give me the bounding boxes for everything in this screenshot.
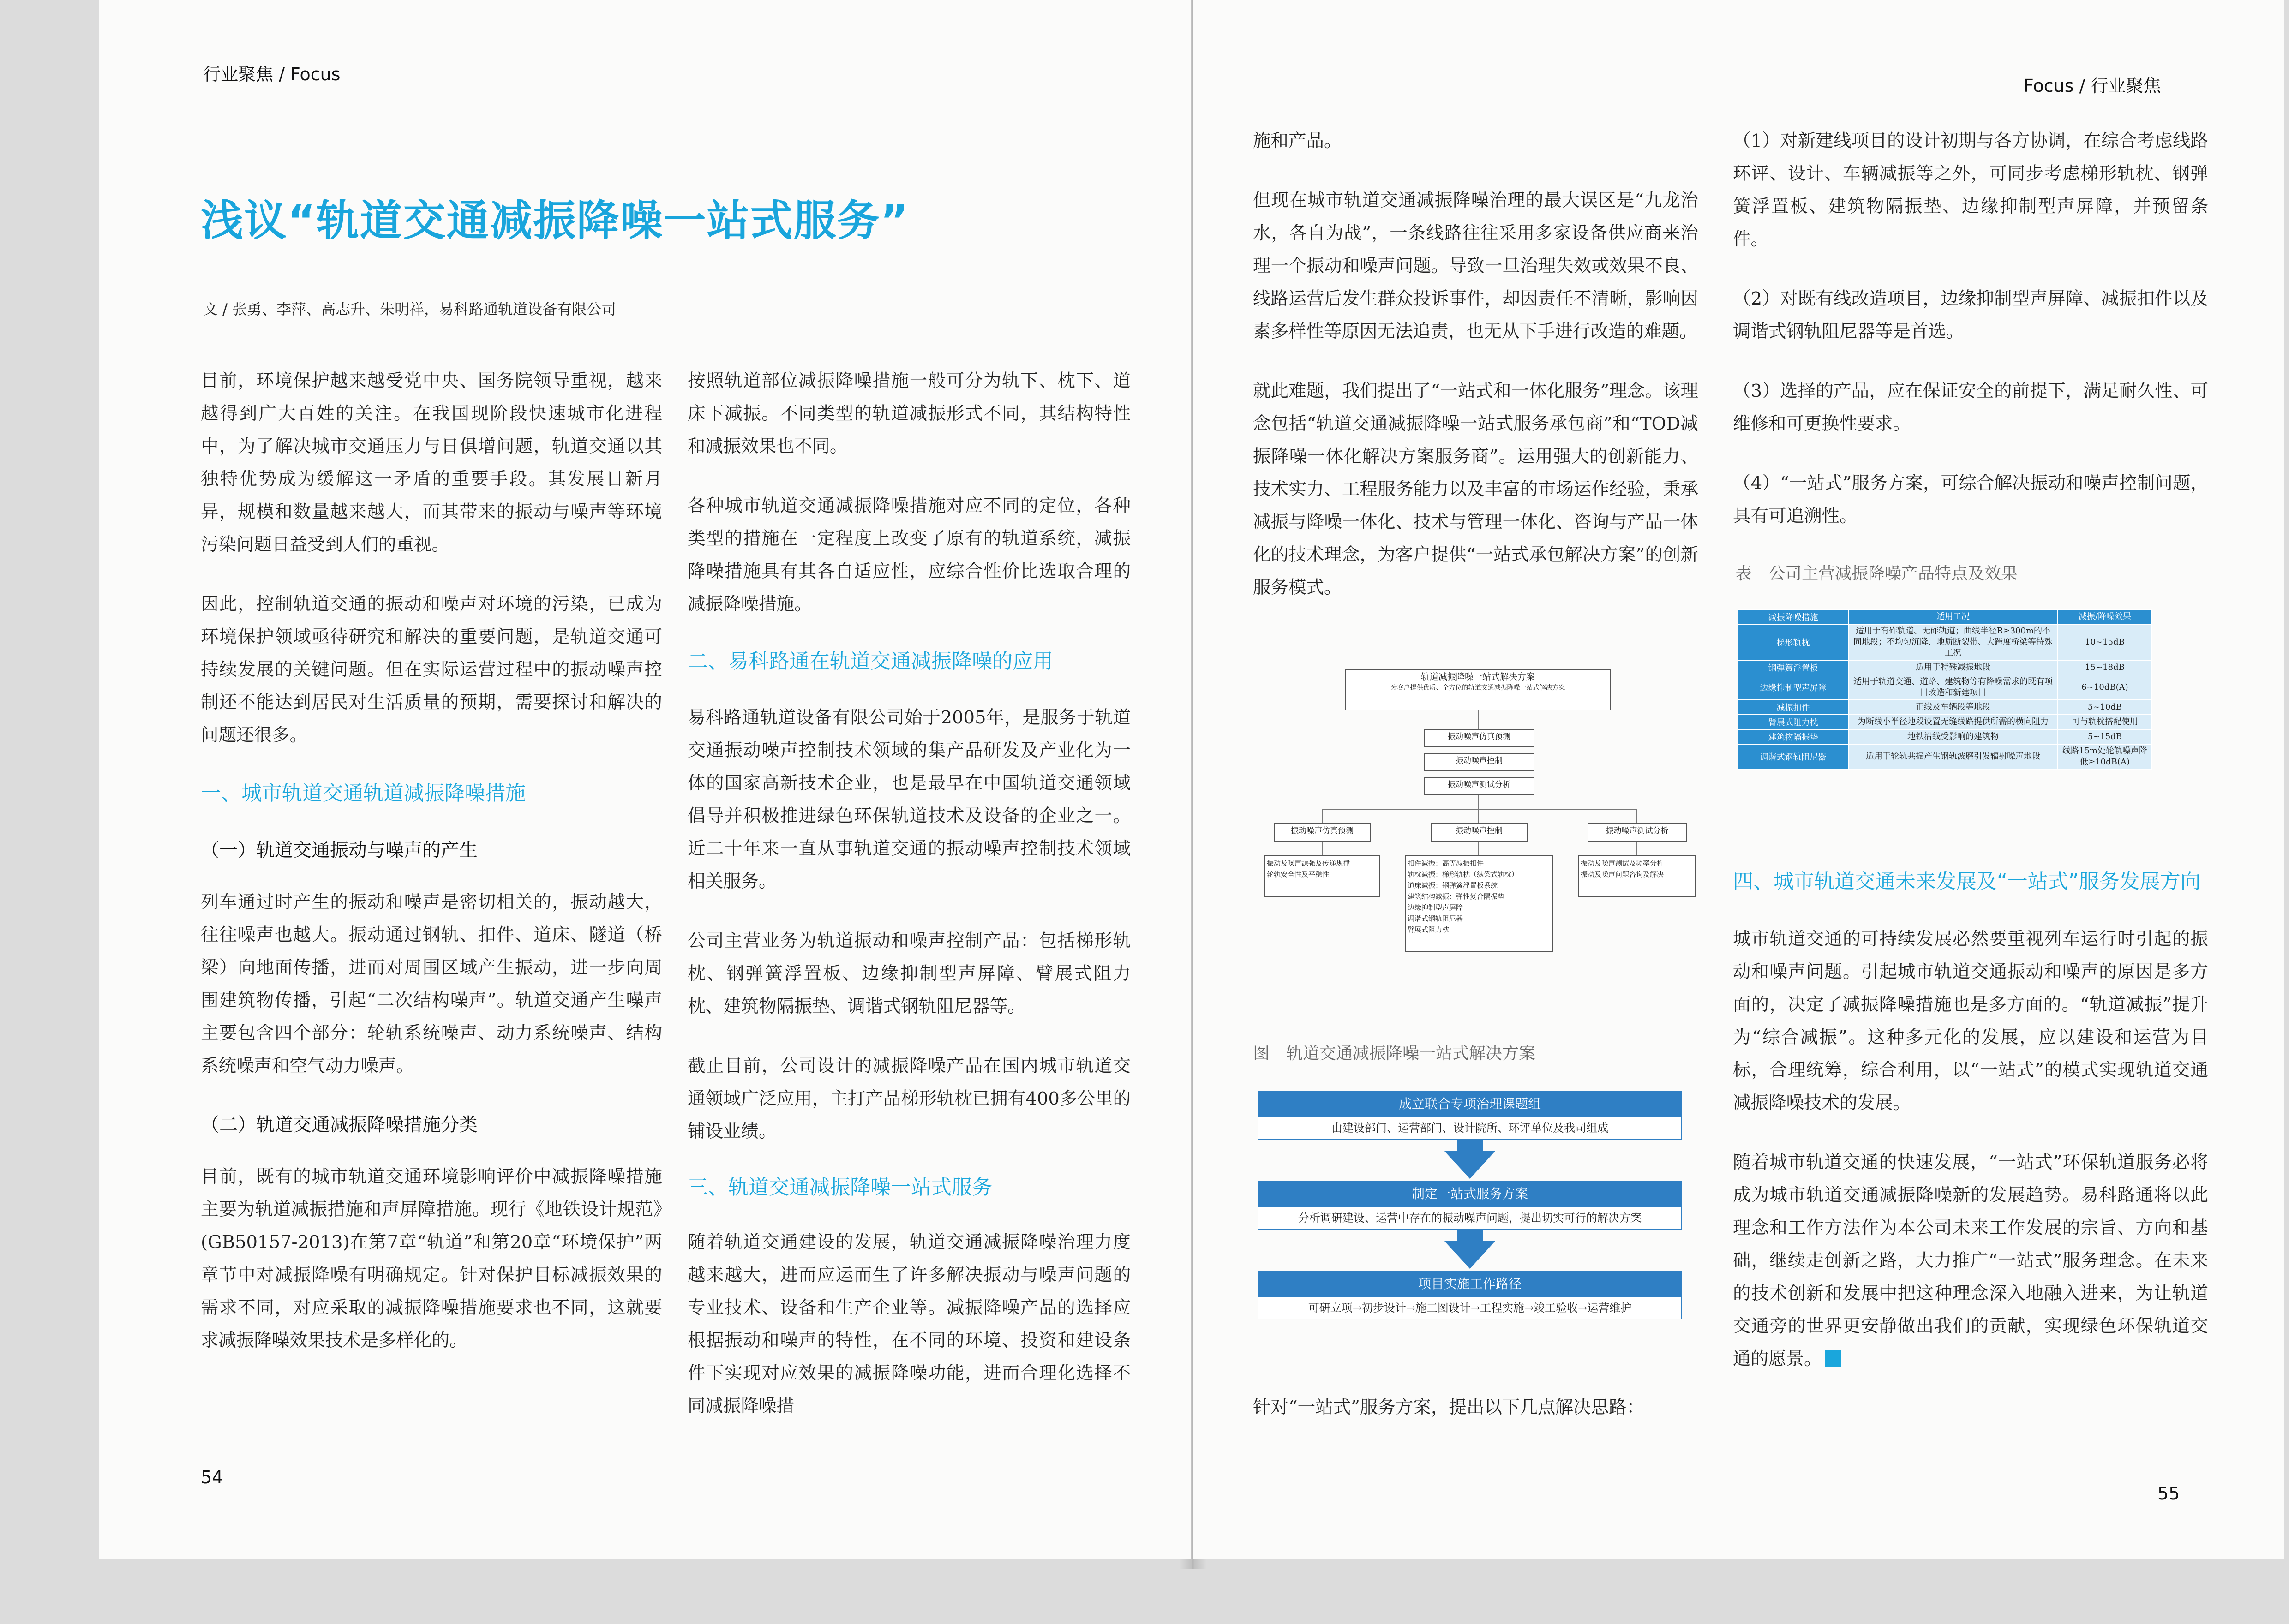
paragraph: 按照轨道部位减振降噪措施一般可分为轨下、枕下、道床下减振。不同类型的轨道减振形式不同，其结构特性和减振效果也不同。	[688, 370, 1131, 457]
section-heading-2: 二、易科路通在轨道交通减振降噪的应用	[688, 650, 1053, 673]
paragraph: 随着轨道交通建设的发展，轨道交通减振降噪治理力度越来越大，进而应运而生了许多解决振动与噪声问题的专业技术、设备和生产企业等。减振降噪产品的选择应根据振动和噪声的特性，在不同的环境、投资和建设条件下实现对应效果的减振降噪功能，进而合理化选择不同减振降噪措	[688, 1232, 1131, 1416]
connector	[1478, 842, 1479, 855]
flowchart-detail-line: 振动及噪声问题咨询及解决	[1581, 870, 1664, 878]
table-cell: 5~10dB	[2058, 700, 2152, 715]
table-header-cell: 减振降噪措施	[1738, 609, 1848, 624]
running-header-left: 行业聚焦 / Focus	[203, 64, 341, 84]
table-row	[1738, 729, 2152, 744]
paragraph-text: 随着城市轨道交通的快速发展，“一站式”环保轨道服务必将成为城市轨道交通减振降噪新的发展趋势。易科路通将以此理念和工作方法作为本公司未来工作发展的宗旨、方向和基础，继续走创新之路，大力推广“一站式”服务理念。在未来的技术创新和发展中把这种理念深入地融入进来，为让轨道交通旁的世界更安静做出我们的贡献，实现绿色环保轨道交通的愿景。	[1733, 1152, 2208, 1369]
flowchart-detail-line: 振动及噪声测试及频率分析	[1581, 859, 1664, 867]
paragraph: 各种城市轨道交通减振降噪措施对应不同的定位，各种类型的措施在一定程度上改变了原有的轨道系统，减振降噪措施具有其各自适应性，应综合性价比选取合理的减振降噪措施。	[688, 496, 1131, 615]
table-cell: 15~18dB	[2058, 660, 2152, 675]
paragraph: 列车通过时产生的振动和噪声是密切相关的，振动越大，往往噪声也越大。振动通过钢轨、扣件、道床、隧道（桥梁）向地面传播，进而对周围区域产生振动，进一步向周围建筑物传播，引起“二次结构噪声”。轨道交通产生噪声主要包含四个部分：轮轨系统噪声、动力系统噪声、结构系统噪声和空气动力噪声。	[201, 892, 662, 1076]
connector	[1322, 809, 1323, 823]
figure-caption: 图 轨道交通减振降噪一站式解决方案	[1253, 1044, 1536, 1063]
flowchart-detail-box	[1264, 855, 1380, 897]
table-cell: 6~10dB(A)	[2058, 675, 2152, 700]
flowchart-detail-line: 道床减振：钢弹簧浮置板系统	[1408, 881, 1498, 890]
connector	[1636, 809, 1637, 823]
flowchart-mid-box: 振动噪声控制	[1424, 753, 1534, 771]
left-page	[99, 0, 1191, 1559]
table-cell: 减振扣件	[1738, 700, 1848, 715]
table-cell: 为断线小半径地段设置无缝线路提供所需的横向阻力	[1848, 715, 2058, 729]
table-cell: 边缘抑制型声屏障	[1738, 675, 1848, 700]
article-title: 浅议“轨道交通减振降噪一站式服务”	[201, 196, 909, 245]
left-column-2	[688, 364, 1131, 1422]
process-step-detail: 由建设部门、运营部门、设计院所、环评单位及我司组成	[1258, 1116, 1682, 1140]
paragraph: 目前，既有的城市轨道交通环境影响评价中减振降噪措施主要为轨道减振措施和声屏障措施。现行《地铁设计规范》(GB50157-2013)在第7章“轨道”和第20章“环境保护”两章节中对减振降噪有明确规定。针对保护目标减振效果的需求不同，对应采取的减振降噪措施要求也不同，这就要求减振降噪效果技术是多样化的。	[201, 1166, 662, 1351]
numbered-point: （2）对既有线改造项目，边缘抑制型声屏障、减振扣件以及调谐式钢轨阻尼器等是首选。	[1733, 288, 2208, 342]
table-row	[1738, 624, 2152, 660]
paragraph: 易科路通轨道设备有限公司始于2005年，是服务于轨道交通振动噪声控制技术领域的集产品研发及产业化为一体的国家高新技术企业，也是最早在中国轨道交通领域倡导并积极推进绿色环保轨道技术及设备的企业之一。近二十年来一直从事轨道交通的振动噪声控制技术领域相关服务。	[688, 707, 1131, 892]
paragraph: 但现在城市轨道交通减振降噪治理的最大误区是“九龙治水，各自为战”，一条线路往往采用多家设备供应商来治理一个振动和噪声问题。导致一旦治理失效或效果不良、线路运营后发生群众投诉事件，却因责任不清晰，影响因素多样性等原因无法追责，也无从下手进行改造的难题。	[1253, 190, 1698, 342]
table-cell: 适用于有砟轨道、无砟轨道；曲线半径R≥300m的不同地段；不均匀沉降、地质断裂带、大跨度桥梁等特殊工况	[1848, 624, 2058, 660]
numbered-point: （3）选择的产品，应在保证安全的前提下，满足耐久性、可维修和可更换性要求。	[1733, 381, 2208, 434]
right-page	[1193, 0, 2284, 1559]
right-column-1-end	[1253, 1391, 1698, 1424]
flowchart-branch-box: 振动噪声控制	[1431, 823, 1528, 842]
flowchart-detail-line: 轮轨安全性及平稳性	[1267, 870, 1330, 878]
table-row	[1738, 744, 2152, 769]
process-step-detail: 可研立项→初步设计→施工图设计→工程实施→竣工验收→运营维护	[1258, 1296, 1682, 1320]
arrow-down-icon	[1444, 1241, 1495, 1269]
table-cell: 臂展式阻力枕	[1738, 715, 1848, 729]
process-step-detail: 分析调研建设、运营中存在的振动噪声问题，提出切实可行的解决方案	[1258, 1206, 1682, 1230]
paragraph: 目前，环境保护越来越受党中央、国务院领导重视，越来越得到广大百姓的关注。在我国现阶段快速城市化进程中，为了解决城市交通压力与日俱增问题，轨道交通以其独特优势成为缓解这一矛盾的重要手段。其发展日新月异，规模和数量越来越大，而其带来的振动与噪声等环境污染问题日益受到人们的重视。	[201, 370, 662, 555]
table-cell: 建筑物隔振垫	[1738, 729, 1848, 744]
solution-flowchart	[1253, 669, 1698, 1038]
running-header-right: Focus / 行业聚焦	[2024, 76, 2161, 96]
flowchart-detail-line: 轨枕减振：梯形轨枕（纵梁式轨枕）	[1408, 870, 1519, 878]
process-step-title: 项目实施工作路径	[1258, 1271, 1682, 1296]
table-row	[1738, 675, 2152, 700]
flowchart-detail-line: 边缘抑制型声屏障	[1408, 903, 1463, 912]
flowchart-mid-box: 振动噪声测试分析	[1424, 777, 1534, 795]
connector	[1322, 809, 1636, 810]
section-heading-3: 三、轨道交通减振降噪一站式服务	[688, 1176, 992, 1199]
flowchart-detail-box	[1405, 855, 1553, 952]
table-cell: 适用于特殊减振地段	[1848, 660, 2058, 675]
end-mark-icon	[1825, 1350, 1841, 1367]
table-row	[1738, 660, 2152, 675]
flowchart-detail-line: 振动及噪声源强及传递规律	[1267, 859, 1350, 867]
flowchart-detail-line: 建筑结构减振：弹性复合隔振垫	[1408, 892, 1505, 901]
subsection-heading: （二）轨道交通减振降噪措施分类	[201, 1114, 478, 1135]
table-cell: 适用于轮轨共振产生钢轨波磨引发辐射噪声地段	[1848, 744, 2058, 769]
paragraph: 截止目前，公司设计的减振降噪产品在国内城市轨道交通领域广泛应用，主打产品梯形轨枕已拥有400多公里的铺设业绩。	[688, 1056, 1131, 1142]
section-heading-1: 一、城市轨道交通轨道减振降噪措施	[201, 782, 526, 805]
flowchart-detail-line: 调谐式钢轨阻尼器	[1408, 914, 1463, 923]
paragraph: 城市轨道交通的可持续发展必然要重视列车运行时引起的振动和噪声问题。引起城市轨道交通振动和噪声的原因是多方面的，决定了减振降噪措施也是多方面的。“轨道减振”提升为“综合减振”。这种多元化的发展，应以建设和运营为目标，合理统筹，综合利用，以“一站式”的模式实现轨道交通减振降噪技术的发展。	[1733, 929, 2208, 1113]
flowchart-top-subtitle: 为客户提供优质、全方位的轨道交通减振降噪一站式解决方案	[1390, 684, 1565, 692]
table-row	[1738, 700, 2152, 715]
flowchart-mid-box: 振动噪声仿真预测	[1424, 729, 1534, 747]
product-table	[1738, 609, 2152, 770]
numbered-point: （1）对新建线项目的设计初期与各方协调，在综合考虑线路环评、设计、车辆减振等之外，可同步考虑梯形轨枕、钢弹簧浮置板、建筑物隔振垫、边缘抑制型声屏障，并预留条件。	[1733, 131, 2208, 250]
process-step-title: 成立联合专项治理课题组	[1258, 1091, 1682, 1116]
connector	[1322, 842, 1323, 855]
paragraph: 就此难题，我们提出了“一站式和一体化服务”理念。该理念包括“轨道交通减振降噪一站式服务承包商”和“TOD减振降噪一体化解决方案服务商”。运用强大的创新能力、技术实力、工程服务能力以及丰富的市场运作经验，秉承减振与降噪一体化、技术与管理一体化、咨询与产品一体化的技术理念，为客户提供“一站式承包解决方案”的创新服务模式。	[1253, 381, 1698, 598]
page-number-left: 54	[201, 1467, 223, 1487]
table-cell: 正线及车辆段等地段	[1848, 700, 2058, 715]
table-cell: 5~15dB	[2058, 729, 2152, 744]
paragraph: 公司主营业务为轨道振动和噪声控制产品：包括梯形轨枕、钢弹簧浮置板、边缘抑制型声屏障、臂展式阻力枕、建筑物隔振垫、调谐式钢轨阻尼器等。	[688, 931, 1131, 1017]
connector	[1478, 809, 1479, 823]
table-cell: 调谐式钢轨阻尼器	[1738, 744, 1848, 769]
paragraph	[1733, 1146, 2208, 1375]
flowchart-top-box	[1345, 669, 1611, 710]
connector	[1478, 795, 1479, 809]
paragraph: 针对“一站式”服务方案，提出以下几点解决思路：	[1253, 1397, 1644, 1418]
paragraph: 施和产品。	[1253, 131, 1342, 151]
table-cell: 地铁沿线受影响的建筑物	[1848, 729, 2058, 744]
arrow-down-icon	[1457, 1140, 1483, 1151]
flowchart-detail-line: 扣件减振：高等减振扣件	[1408, 859, 1484, 867]
arrow-down-icon	[1457, 1230, 1483, 1241]
subsection-heading: （一）轨道交通振动与噪声的产生	[201, 840, 478, 861]
table-header-cell: 减振/降噪效果	[2058, 609, 2152, 624]
page-number-right: 55	[2157, 1483, 2180, 1504]
left-column-1	[201, 364, 662, 1357]
flowchart-branch-box: 振动噪声仿真预测	[1274, 823, 1371, 842]
table-header-row	[1738, 609, 2152, 624]
table-cell: 可与轨枕搭配使用	[2058, 715, 2152, 729]
table-cell: 梯形轨枕	[1738, 624, 1848, 660]
process-diagram	[1244, 1091, 1689, 1349]
flowchart-detail-line: 臂展式阻力枕	[1408, 925, 1450, 934]
section-heading-4: 四、城市轨道交通未来发展及“一站式”服务发展方向	[1733, 870, 2201, 893]
table-cell: 适用于轨道交通、道路、建筑物等有降噪需求的既有项目改造和新建项目	[1848, 675, 2058, 700]
byline: 文 / 张勇、李萍、高志升、朱明祥，易科路通轨道设备有限公司	[203, 300, 617, 318]
table-cell: 线路15m处轮轨噪声降低≥10dB(A)	[2058, 744, 2152, 769]
table-caption: 表 公司主营减振降噪产品特点及效果	[1735, 564, 2018, 583]
right-column-2-bottom	[1733, 867, 2208, 1375]
table-row	[1738, 715, 2152, 729]
table-cell: 10~15dB	[2058, 624, 2152, 660]
connector	[1478, 710, 1479, 729]
process-step-title: 制定一站式服务方案	[1258, 1181, 1682, 1206]
right-column-2	[1733, 125, 2208, 532]
flowchart-branch-box: 振动噪声测试分析	[1588, 823, 1687, 842]
paragraph: 因此，控制轨道交通的振动和噪声对环境的污染，已成为环境保护领域亟待研究和解决的重要问题，是轨道交通可持续发展的关键问题。但在实际运营过程中的振动噪声控制还不能达到居民对生活质量的预期，需要探讨和解决的问题还很多。	[201, 594, 662, 746]
connector	[1636, 842, 1637, 855]
flowchart-top-title: 轨道减振降噪一站式解决方案	[1420, 672, 1535, 682]
right-column-1	[1253, 125, 1698, 604]
arrow-down-icon	[1444, 1151, 1495, 1179]
table-header-cell: 适用工况	[1848, 609, 2058, 624]
flowchart-detail-box	[1578, 855, 1696, 897]
numbered-point: （4）“一站式”服务方案，可综合解决振动和噪声控制问题，具有可追溯性。	[1733, 473, 2208, 526]
table-cell: 钢弹簧浮置板	[1738, 660, 1848, 675]
